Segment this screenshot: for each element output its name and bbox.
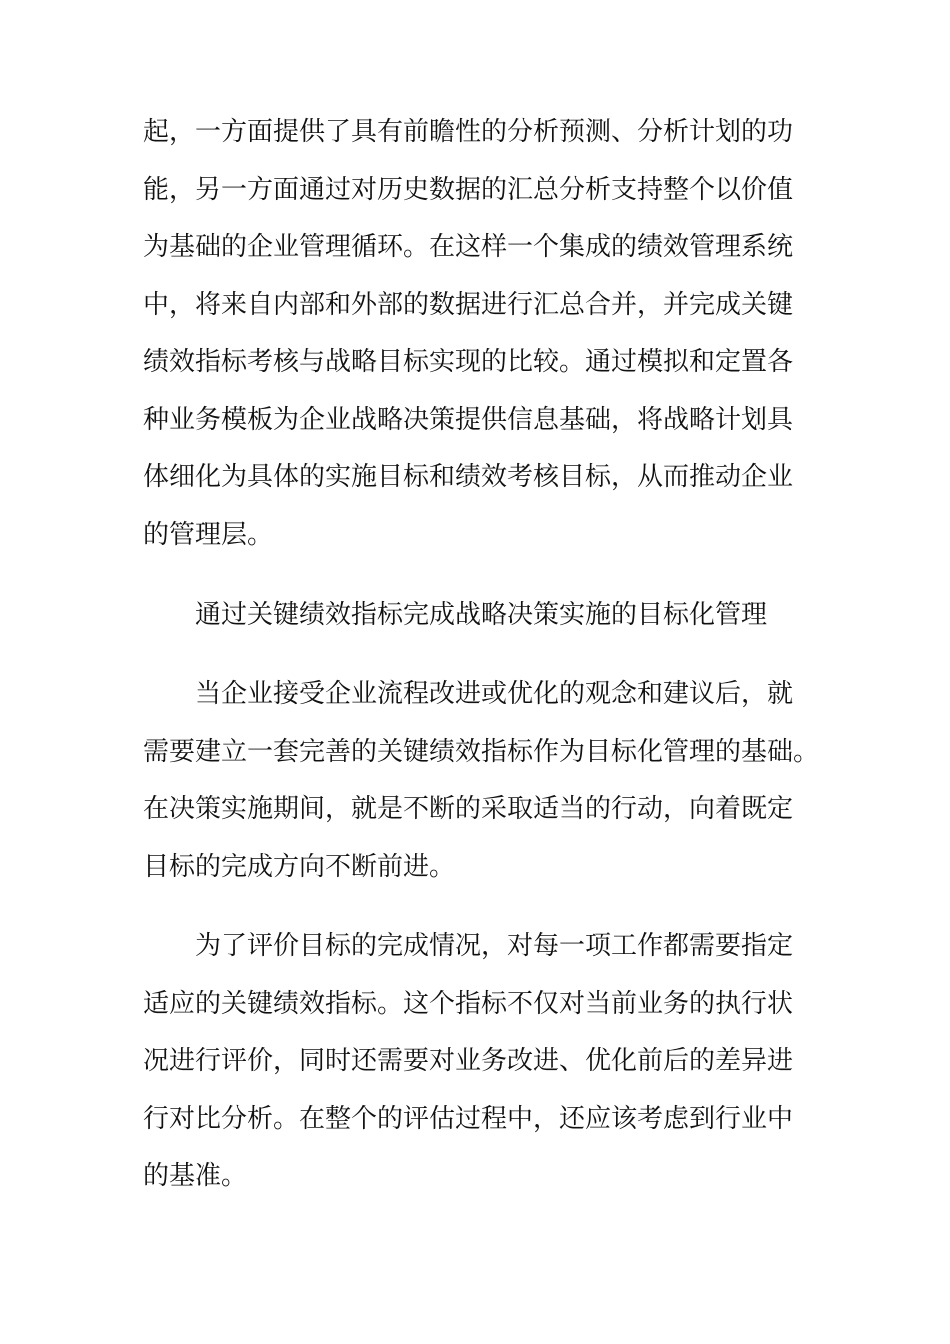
paragraph-2-line-3: 在决策实施期间，就是不断的采取适当的行动，向着既定 (143, 794, 794, 824)
paragraph-1 (143, 104, 793, 564)
paragraph-1-line-5: 绩效指标考核与战略目标实现的比较。通过模拟和定置各 (143, 347, 794, 377)
paragraph-3-line-4: 行对比分析。在整个的评估过程中，还应该考虑到行业中 (143, 1103, 794, 1134)
paragraph-1-line-4: 中，将来自内部和外部的数据进行汇总合并，并完成关键 (143, 289, 794, 320)
paragraph-1-line-3: 为基础的企业管理循环。在这样一个集成的绩效管理系统 (143, 232, 794, 262)
paragraph-1-line-6: 种业务模板为企业战略决策提供信息基础，将战略计划具 (143, 404, 794, 435)
paragraph-2-line-1: 当企业接受企业流程改进或优化的观念和建议后，就 (195, 679, 794, 709)
paragraph-3-line-3: 况进行评价，同时还需要对业务改进、优化前后的差异进 (143, 1046, 794, 1076)
paragraph-3 (143, 918, 793, 1206)
paragraph-3-line-5: 的基准。 (143, 1161, 248, 1191)
paragraph-2-line-4: 目标的完成方向不断前进。 (143, 851, 456, 882)
paragraph-1-line-7: 体细化为具体的实施目标和绩效考核目标，从而推动企业 (143, 462, 794, 492)
paragraph-1-line-8: 的管理层。 (143, 519, 274, 550)
paragraph-3-line-2: 适应的关键绩效指标。这个指标不仅对当前业务的执行状 (143, 988, 794, 1019)
paragraph-1-line-2: 能，另一方面通过对历史数据的汇总分析支持整个以价值 (143, 174, 794, 205)
paragraph-3-line-1: 为了评价目标的完成情况，对每一项工作都需要指定 (195, 931, 794, 961)
paragraph-1-line-1: 起，一方面提供了具有前瞻性的分析预测、分析计划的功 (143, 117, 794, 147)
section-heading (143, 587, 793, 645)
paragraph-2 (143, 666, 820, 896)
paragraph-2-line-2: 需要建立一套完善的关键绩效指标作为目标化管理的基础。 (143, 736, 820, 767)
section-heading-text: 通过关键绩效指标完成战略决策实施的目标化管理 (195, 600, 768, 630)
